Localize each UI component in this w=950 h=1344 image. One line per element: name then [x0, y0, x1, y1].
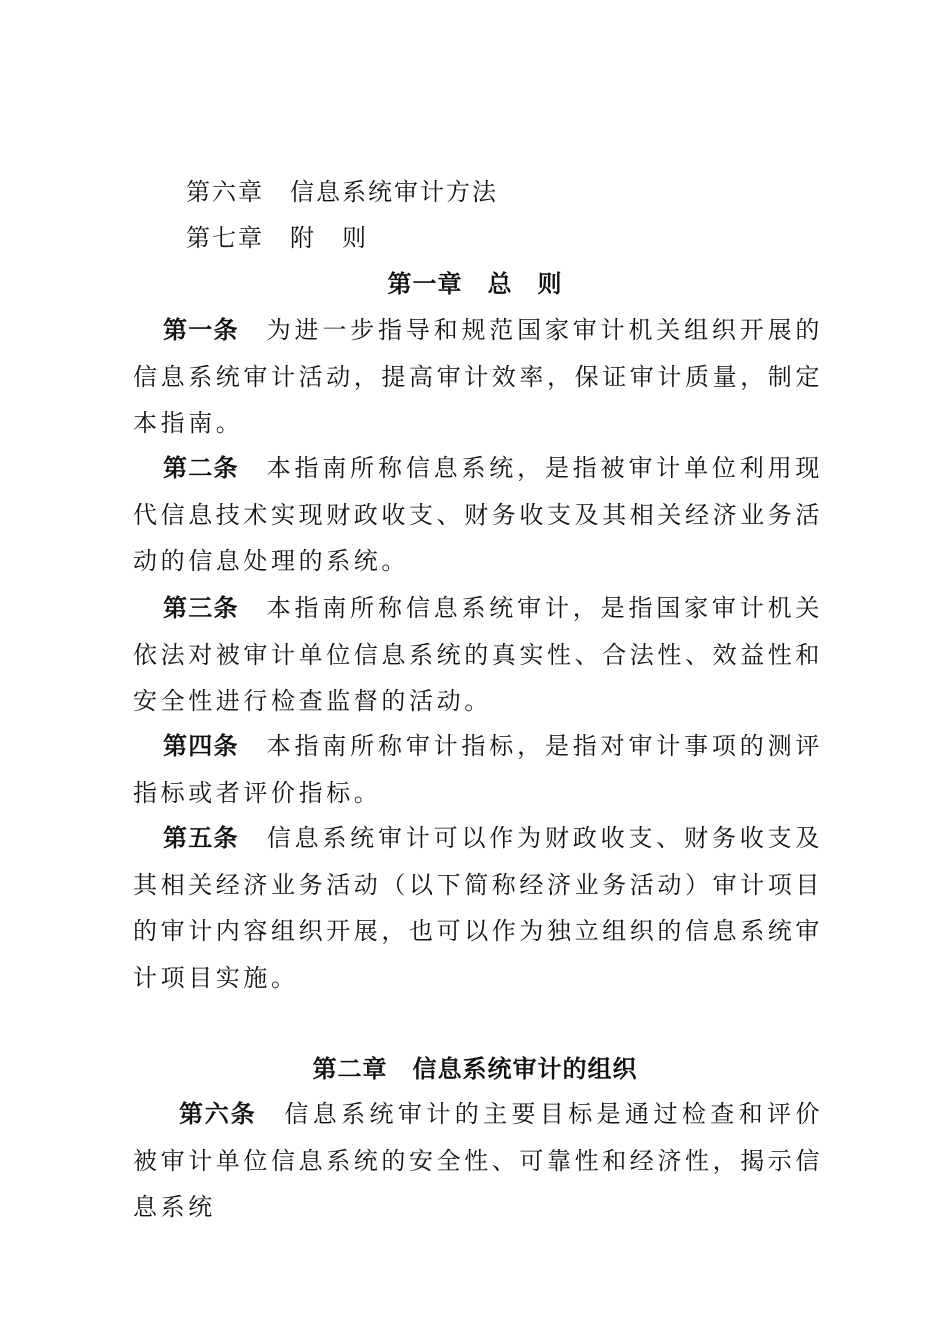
article-5 — [133, 815, 823, 1001]
chapter-2-title: 第二章 信息系统审计的组织 — [312, 1055, 638, 1083]
article-text: 信息系统审计的主要目标是通过检查和评价被审计单位信息系统的安全性、可靠性和经济性，揭示信息系统 — [133, 1100, 823, 1221]
toc-chapter-title: 信息系统审计方法 — [290, 178, 498, 206]
article-text: 本指南所称信息系统，是指被审计单位利用现代信息技术实现财政收支、财务收支及其相关经济业务活动的信息处理的系统。 — [133, 454, 824, 575]
article-text: 信息系统审计可以作为财政收支、财务收支及其相关经济业务活动（以下简称经济业务活动）审计项目的审计内容组织开展，也可以作为独立组织的信息系统审计项目实施。 — [133, 824, 824, 992]
toc-chapter-title: 附 则 — [290, 224, 368, 252]
article-number: 第一条 — [163, 316, 239, 344]
article-number: 第四条 — [163, 732, 239, 760]
article-number: 第五条 — [163, 824, 239, 852]
article-1 — [133, 307, 823, 447]
chapter-1-title: 第一章 总 则 — [387, 270, 563, 298]
toc-chapter-label: 第七章 — [186, 224, 264, 252]
article-2 — [133, 445, 823, 585]
article-4 — [133, 723, 823, 816]
toc-item-chapter-6 — [186, 177, 498, 207]
toc-item-chapter-7 — [186, 223, 368, 253]
article-number: 第二条 — [163, 454, 239, 482]
article-text: 为进一步指导和规范国家审计机关组织开展的信息系统审计活动，提高审计效率，保证审计质量，制定本指南。 — [133, 316, 824, 437]
article-text: 本指南所称信息系统审计，是指国家审计机关依法对被审计单位信息系统的真实性、合法性、效益性和安全性进行检查监督的活动。 — [133, 594, 824, 715]
article-number: 第三条 — [163, 594, 239, 622]
toc-chapter-label: 第六章 — [186, 178, 264, 206]
article-text: 本指南所称审计指标，是指对审计事项的测评指标或者评价指标。 — [133, 732, 824, 807]
article-6 — [133, 1091, 823, 1231]
article-3 — [133, 585, 823, 725]
article-number: 第六条 — [179, 1100, 257, 1128]
